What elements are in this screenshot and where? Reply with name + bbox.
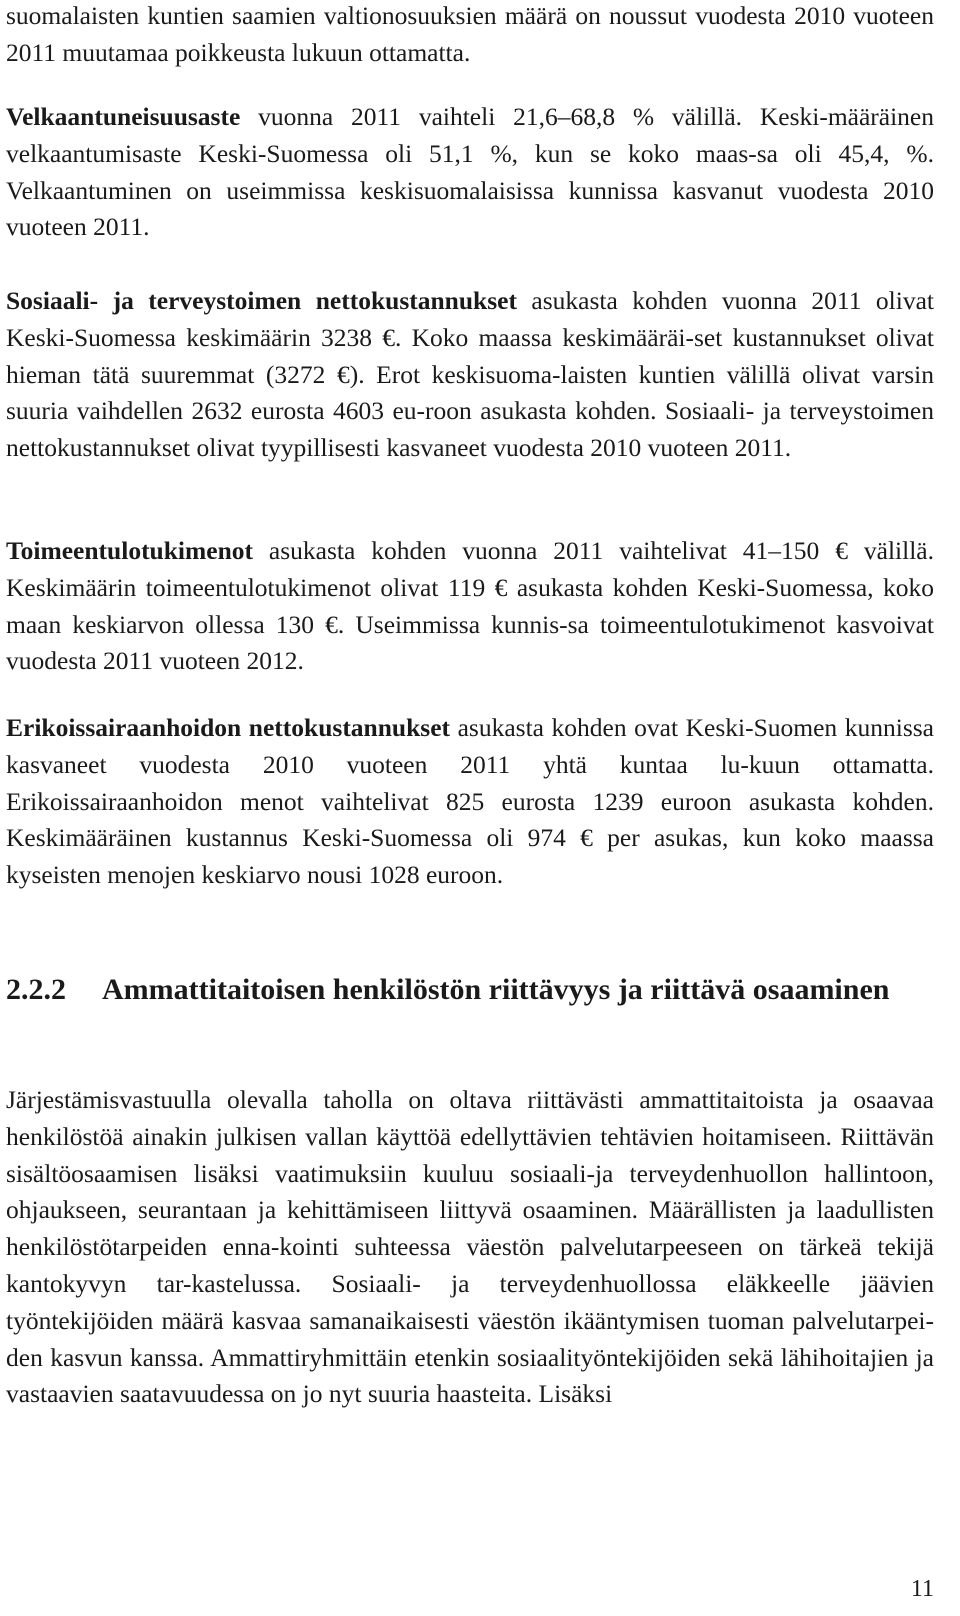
paragraph-staff-adequacy: Järjestämisvastuulla olevalla taholla on oltava riittävästi ammattitaitoista ja osaavaa henkilöstöä ainakin julkisen vallan käyttöä edellyttävien tehtävien hoitamiseen. Riittävän sisältöosaamisen lisäksi vaatimuksiin kuuluu sosiaali-ja terveydenhuollon hallintoon, ohjaukseen, seurantaan ja kehittämiseen liittyvä osaaminen. Määrällisten ja laadullisten henkilöstötarpeiden enna-kointi suhteessa väestön palvelutarpeeseen on tärkeä tekijä kantokyvyn tar-kastelussa. Sosiaali- ja terveydenhuollossa eläkkeelle jäävien työntekijöiden määrä kasvaa samanaikaisesti väestön ikääntymisen tuoman palvelutarpei-den kasvun kanssa. Ammattiryhmittäin etenkin sosiaalityöntekijöiden sekä lähihoitajien ja vastaavien saatavuudessa on jo nyt suuria haasteita. Lisäksi (6, 1085, 934, 1409)
term-income-support: Toimeentulotukimenot (6, 536, 253, 565)
paragraph-intro: suomalaisten kuntien saamien valtionosuuksien määrä on noussut vuodesta 2010 vuoteen 2011 muutamaa poikkeusta lukuun ottamatta. (6, 1, 934, 67)
section-number: 2.2.2 (6, 973, 66, 1006)
paragraph-specialized-care-text: asukasta kohden ovat Keski-Suomen kunnissa kasvaneet vuodesta 2010 vuoteen 2011 yhtä kuntaa lu-kuun ottamatta. Erikoissairaanhoidon menot vaihtelivat 825 eurosta 1239 euroon asukasta kohden. Keskimääräinen kustannus Keski-Suomessa oli 974 € per asukas, kun koko maassa kyseisten menojen keskiarvo nousi 1028 euroon. (6, 713, 934, 890)
paragraph-income-support (6, 533, 934, 680)
term-social-health-costs: Sosiaali- ja terveystoimen nettokustannukset (6, 286, 517, 315)
paragraph-specialized-care (6, 710, 934, 894)
term-debt-ratio: Velkaantuneisuusaste (6, 102, 241, 131)
paragraph-social-health-costs (6, 283, 934, 467)
section-heading (6, 966, 934, 1013)
paragraph-debt-ratio (6, 99, 934, 246)
paragraph-debt-ratio-text: vuonna 2011 vaihteli 21,6–68,8 % välillä. Keski-määräinen velkaantumisaste Keski-Suomessa oli 51,1 %, kun se koko maas-sa oli 45,4, %. Velkaantuminen on useimmissa keskisuomalaisissa kunnissa kasvanut vuodesta 2010 vuoteen 2011. (6, 102, 934, 242)
paragraph-income-support-text: asukasta kohden vuonna 2011 vaihtelivat 41–150 € välillä. Keskimäärin toimeentulotukimenot olivat 119 € asukasta kohden Keski-Suomessa, koko maan keskiarvon ollessa 130 €. Useimmissa kunnis-sa toimeentulotukimenot kasvoivat vuodesta 2011 vuoteen 2012. (6, 536, 934, 676)
section-title: Ammattitaitoisen henkilöstön riittävyys ja riittävä osaaminen (102, 973, 890, 1006)
page-number: 11 (910, 1576, 934, 1602)
paragraph-social-health-costs-text: asukasta kohden vuonna 2011 olivat Keski-Suomessa keskimäärin 3238 €. Koko maassa keskimääräi-set kustannukset olivat hieman tätä suuremmat (3272 €). Erot keskisuoma-laisten kuntien välillä olivat varsin suuria vaihdellen 2632 eurosta 4603 eu-roon asukasta kohden. Sosiaali- ja terveystoimen nettokustannukset olivat tyypillisesti kasvaneet vuodesta 2010 vuoteen 2011. (6, 286, 934, 463)
term-specialized-care: Erikoissairaanhoidon nettokustannukset (6, 713, 451, 742)
